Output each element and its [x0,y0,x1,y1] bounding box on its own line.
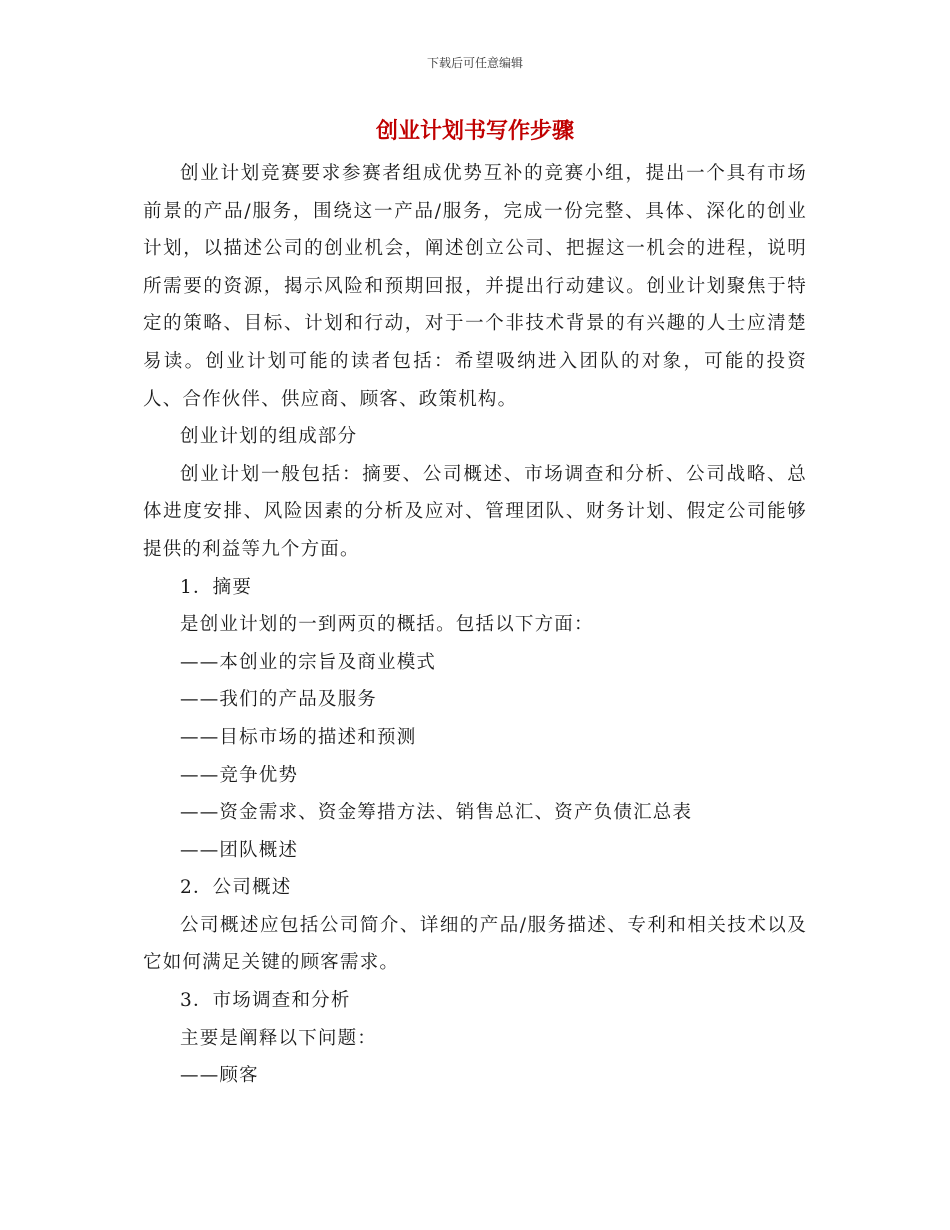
section-heading-company-overview: 2．公司概述 [180,877,292,899]
paragraph-summary-intro: 是创业计划的一到两页的概括。包括以下方面： [180,614,594,636]
paragraph-intro: 创业计划竞赛要求参赛者组成优势互补的竞赛小组，提出一个具有市场前景的产品/服务，围绕这一产品/服务，完成一份完整、具体、深化的创业计划，以描述公司的创业机会，阐述创立公司、把握这一机会的进程，说明所需要的资源，揭示风险和预期回报，并提出行动建议。创业计划聚焦于特定的策略、目标、计划和行动，对于一个非技术背景的有兴趣的人士应清楚易读。创业计划可能的读者包括：希望吸纳进入团队的对象，可能的投资人、合作伙伴、供应商、顾客、政策机构。 [143,163,807,410]
list-item: ——资金需求、资金筹措方法、销售总汇、资产负债汇总表 [180,802,693,824]
list-item: ——我们的产品及服务 [180,689,378,711]
paragraph-market-intro: 主要是阐释以下问题： [180,1027,378,1049]
list-item: ——竞争优势 [180,764,299,786]
section-heading-summary: 1．摘要 [180,576,253,598]
section-heading-components: 创业计划的组成部分 [180,426,358,448]
section-heading-market-research: 3．市场调查和分析 [180,990,351,1012]
list-item: ——目标市场的描述和预测 [180,726,417,748]
paragraph-components: 创业计划一般包括：摘要、公司概述、市场调查和分析、公司战略、总体进度安排、风险因素的分析及应对、管理团队、财务计划、假定公司能够提供的利益等九个方面。 [143,463,807,560]
document-title: 创业计划书写作步骤 [375,119,574,144]
list-item: ——团队概述 [180,839,299,861]
list-item: ——顾客 [180,1065,259,1087]
header-note: 下载后可任意编辑 [426,56,523,70]
list-item: ——本创业的宗旨及商业模式 [180,651,437,673]
paragraph-company-overview: 公司概述应包括公司简介、详细的产品/服务描述、专利和相关技术以及它如何满足关键的顾客需求。 [143,914,807,974]
document-body [143,155,807,1095]
